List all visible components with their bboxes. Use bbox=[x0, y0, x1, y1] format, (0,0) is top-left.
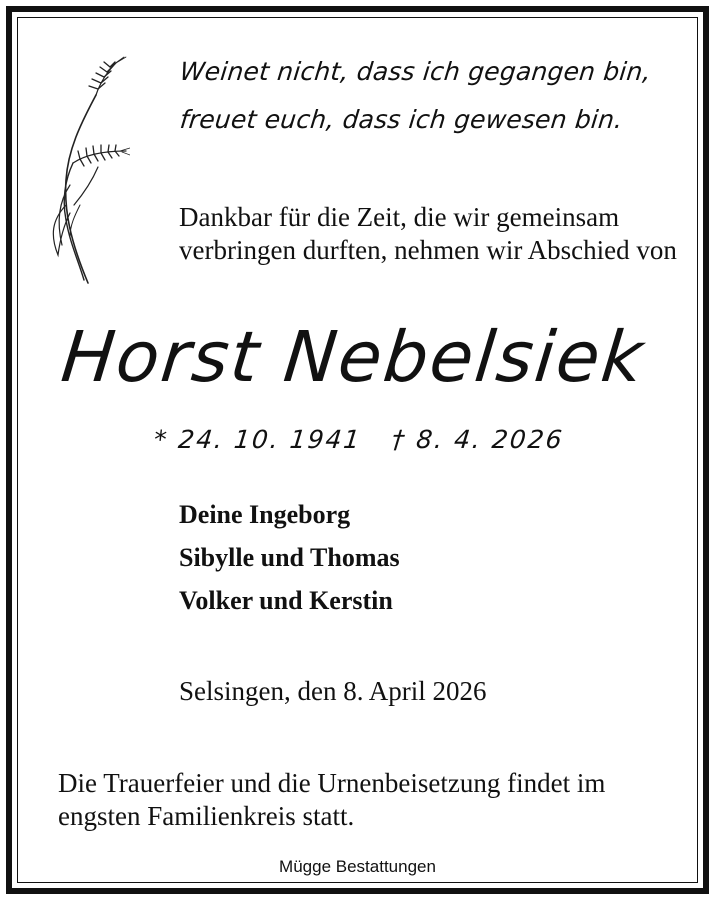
mourner-1: Deine Ingeborg bbox=[179, 500, 351, 529]
quote-line-1: Weinet nicht, dass ich gegangen bin, bbox=[178, 57, 653, 86]
quote-line-2: freuet euch, dass ich gewesen bin. bbox=[178, 105, 625, 134]
wheat-ears-icon bbox=[40, 55, 130, 290]
death-date: † 8. 4. 2026 bbox=[390, 425, 566, 454]
place-date: Selsingen, den 8. April 2026 bbox=[179, 676, 487, 706]
funeral-home: Mügge Bestattungen bbox=[279, 857, 436, 876]
intro-text: Dankbar für die Zeit, die wir gemeinsam verbringen durften, nehmen wir Abschied von bbox=[179, 202, 677, 265]
mourner-2: Sibylle und Thomas bbox=[179, 543, 400, 572]
mourner-3: Volker und Kerstin bbox=[179, 586, 393, 615]
ceremony-note: Die Trauerfeier und die Urnenbeisetzung findet im engsten Familienkreis statt. bbox=[58, 768, 606, 831]
deceased-name: Horst Nebelsiek bbox=[57, 316, 649, 398]
birth-date: * 24. 10. 1941 bbox=[152, 425, 364, 454]
